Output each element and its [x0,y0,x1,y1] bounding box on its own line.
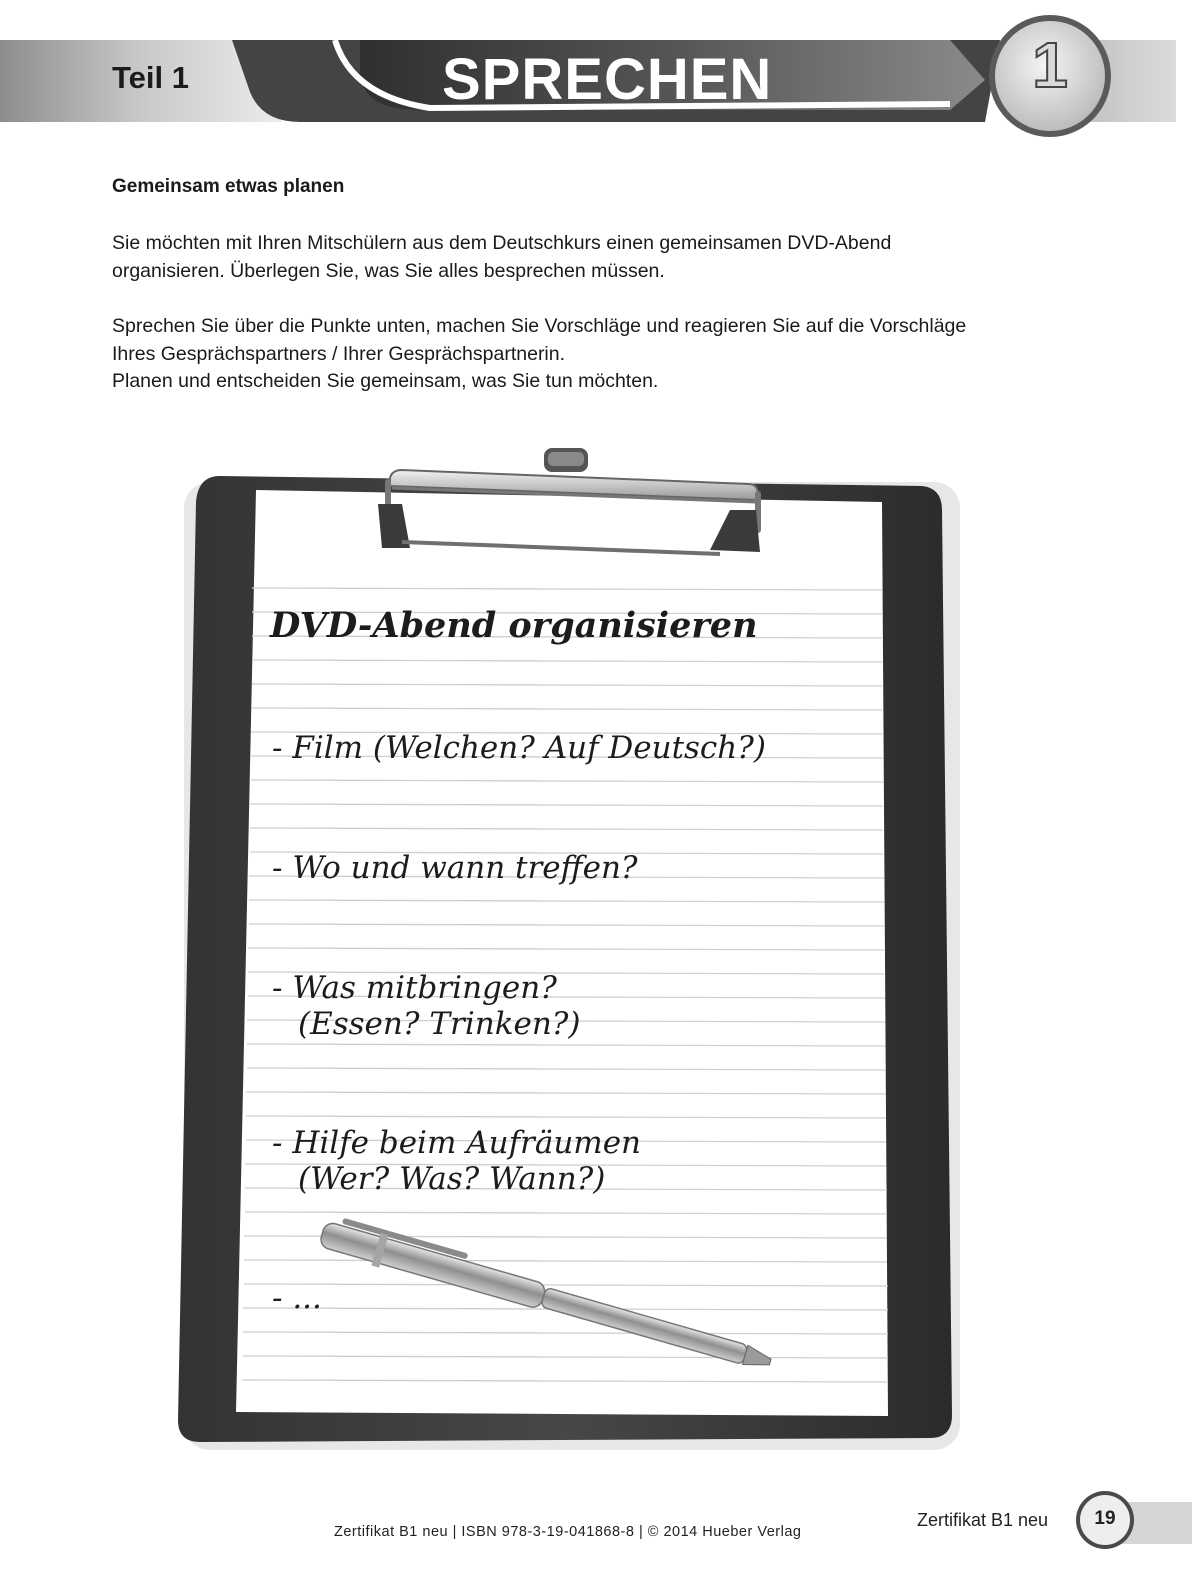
checklist-item-film: - Film (Welchen? Auf Deutsch?) [272,730,766,766]
instruction-line: Planen und entscheiden Sie gemeinsam, was Sie tun möchten. [112,370,659,392]
checklist-item-bring-detail: (Essen? Trinken?) [298,1006,581,1042]
checklist-item-more: - ... [272,1280,322,1316]
intro-line: organisieren. Überlegen Sie, was Sie alles besprechen müssen. [112,259,665,282]
page-number: 19 [1094,1508,1116,1529]
footer-credit: Zertifikat B1 neu | ISBN 978-3-19-041868-8 | © 2014 Hueber Verlag [334,1524,802,1540]
checklist-item-cleanup: - Hilfe beim Aufräumen [272,1125,642,1161]
chapter-number-badge: 1 [1032,29,1068,101]
footer-book-title: Zertifikat B1 neu [917,1510,1049,1530]
part-label: Teil 1 [112,60,189,95]
page-header [0,0,1192,150]
checklist-item-meeting: - Wo und wann treffen? [272,850,638,886]
instruction-line: Sprechen Sie über die Punkte unten, machen Sie Vorschläge und reagieren Sie auf die Vorschläge [112,315,967,337]
task-instructions [112,313,1072,396]
instruction-line: Ihres Gesprächspartners / Ihrer Gesprächspartnerin. [112,342,566,365]
checklist-item-bring: - Was mitbringen? [272,970,557,1006]
checklist-item-cleanup-detail: (Wer? Was? Wann?) [298,1161,606,1197]
section-title: SPRECHEN [442,47,773,112]
clipboard-title: DVD-Abend organisieren [270,605,758,646]
intro-line: Sie möchten mit Ihren Mitschülern aus dem Deutschkurs einen gemeinsamen DVD-Abend [112,232,892,254]
task-intro [112,230,1072,285]
task-heading: Gemeinsam etwas planen [112,176,345,197]
